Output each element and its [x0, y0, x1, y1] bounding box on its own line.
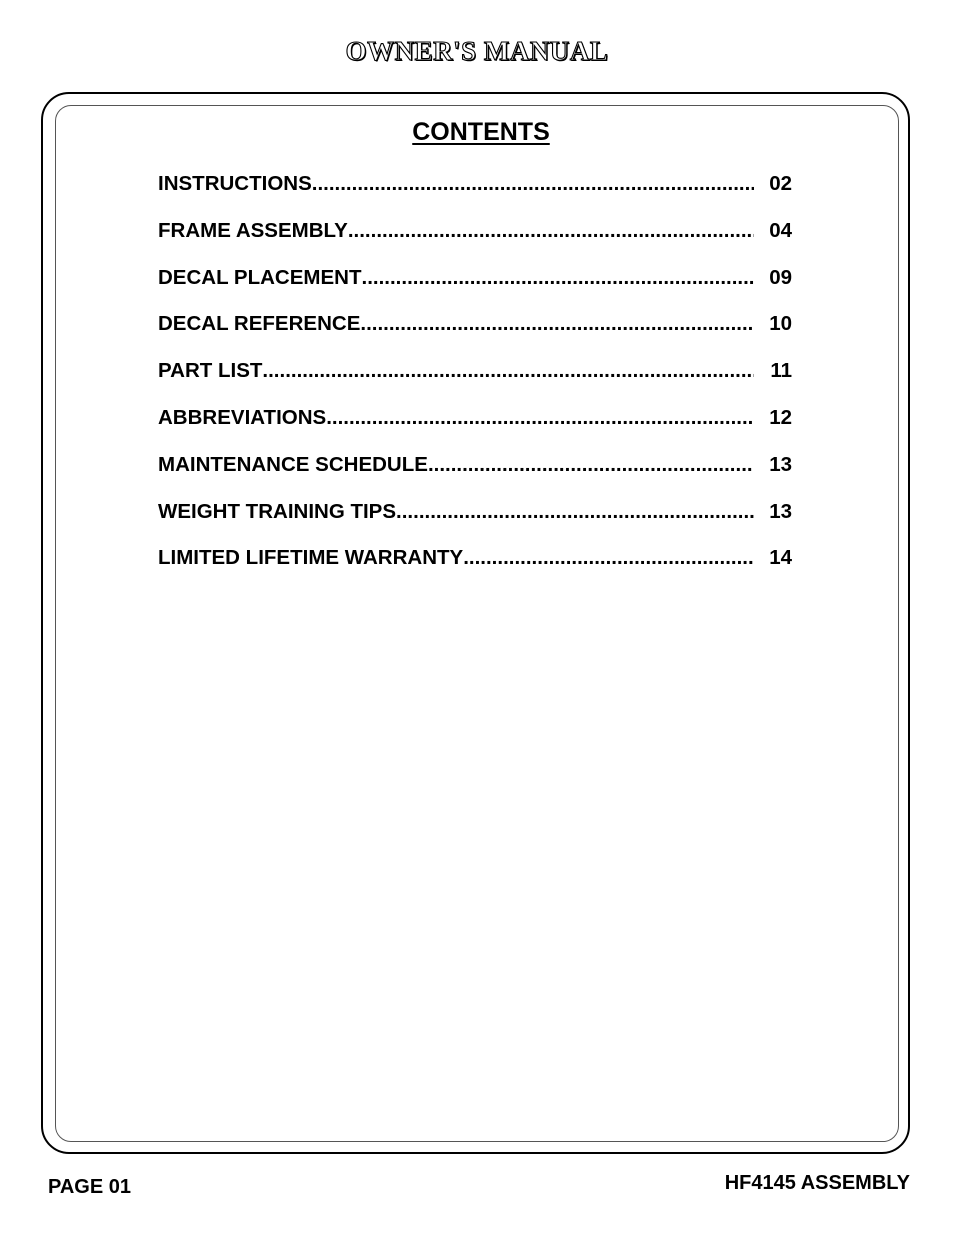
- toc-item-decal-placement: [158, 266, 792, 313]
- toc-dot-leader: [262, 359, 754, 383]
- toc-item-page: 14: [769, 546, 792, 570]
- toc-item-part-list: [158, 359, 792, 406]
- manual-title: OWNER'S MANUAL: [345, 36, 609, 66]
- toc-item-page: 09: [769, 265, 792, 289]
- toc-item-label: WEIGHT TRAINING TIPS: [158, 499, 397, 523]
- contents-heading: CONTENTS: [412, 118, 550, 146]
- toc-item-maintenance-schedule: [158, 453, 792, 500]
- toc-item-limited-lifetime-warranty: [158, 546, 792, 593]
- toc-item-page: 10: [769, 312, 792, 336]
- toc-item-page: 12: [769, 405, 792, 429]
- toc-item-page: 11: [770, 359, 792, 383]
- toc-item-instructions: [158, 172, 792, 219]
- toc-dot-leader: [312, 172, 754, 196]
- toc-item-label: DECAL PLACEMENT: [158, 265, 362, 289]
- toc-dot-leader: [463, 546, 754, 570]
- toc-item-label: LIMITED LIFETIME WARRANTY: [158, 546, 464, 570]
- toc-item-decal-reference: [158, 312, 792, 359]
- toc-item-frame-assembly: [158, 219, 792, 266]
- toc-item-page: 13: [769, 452, 792, 476]
- toc-item-weight-training-tips: [158, 500, 792, 547]
- toc-dot-leader: [326, 406, 754, 430]
- toc-item-page: 04: [769, 218, 792, 242]
- toc-item-label: DECAL REFERENCE: [158, 312, 361, 336]
- toc-item-label: PART LIST: [158, 359, 263, 383]
- footer-document-label: HF4145 ASSEMBLY: [724, 1172, 910, 1194]
- footer-page-number: PAGE 01: [48, 1176, 131, 1198]
- toc-item-label: INSTRUCTIONS: [158, 172, 312, 195]
- toc-dot-leader: [348, 219, 754, 243]
- toc-item-page: 02: [769, 172, 792, 195]
- toc-dot-leader: [428, 453, 754, 477]
- toc-item-label: ABBREVIATIONS: [158, 405, 327, 429]
- toc-item-label: FRAME ASSEMBLY: [158, 218, 348, 242]
- toc-dot-leader: [396, 500, 754, 524]
- toc-dot-leader: [360, 312, 754, 336]
- table-of-contents: [158, 172, 792, 593]
- toc-item-label: MAINTENANCE SCHEDULE: [158, 452, 428, 476]
- toc-item-page: 13: [769, 499, 792, 523]
- toc-dot-leader: [362, 266, 755, 290]
- toc-item-abbreviations: [158, 406, 792, 453]
